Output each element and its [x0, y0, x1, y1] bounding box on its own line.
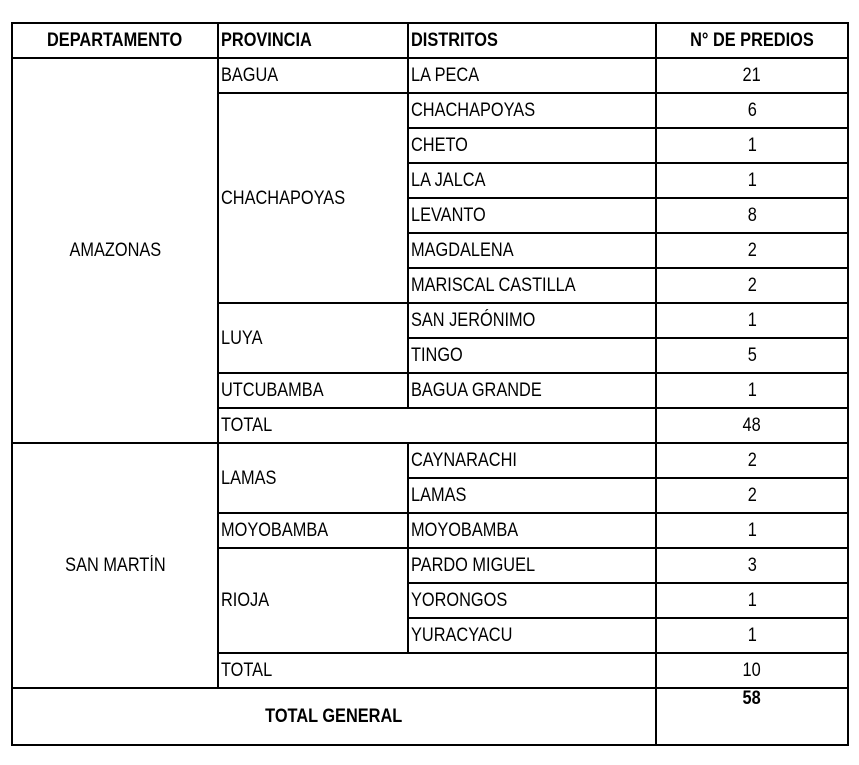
district-cell: MARISCAL CASTILLA — [408, 268, 656, 303]
subtotal-label: TOTAL — [218, 408, 656, 443]
district-cell: MOYOBAMBA — [408, 513, 656, 548]
header-distritos: DISTRITOS — [408, 23, 656, 58]
district-cell: LA JALCA — [408, 163, 656, 198]
header-predios: N° DE PREDIOS — [656, 23, 848, 58]
count-cell: 5 — [656, 338, 848, 373]
district-cell: SAN JERÓNIMO — [408, 303, 656, 338]
province-utcubamba: UTCUBAMBA — [218, 373, 408, 408]
table-row — [12, 58, 848, 93]
province-luya: LUYA — [218, 303, 408, 373]
count-cell: 1 — [656, 303, 848, 338]
table-row — [12, 443, 848, 478]
district-cell: MAGDALENA — [408, 233, 656, 268]
count-cell: 2 — [656, 443, 848, 478]
grand-total-value: 58 — [656, 688, 848, 745]
grand-total-row — [12, 688, 848, 745]
count-cell: 1 — [656, 128, 848, 163]
district-cell: CHETO — [408, 128, 656, 163]
district-cell: TINGO — [408, 338, 656, 373]
province-moyobamba: MOYOBAMBA — [218, 513, 408, 548]
subtotal-value: 48 — [656, 408, 848, 443]
district-cell: YORONGOS — [408, 583, 656, 618]
predios-table — [11, 22, 849, 746]
count-cell: 3 — [656, 548, 848, 583]
count-cell: 2 — [656, 233, 848, 268]
count-cell: 1 — [656, 618, 848, 653]
header-row — [12, 23, 848, 58]
count-cell: 1 — [656, 583, 848, 618]
count-cell: 21 — [656, 58, 848, 93]
header-departamento: DEPARTAMENTO — [12, 23, 218, 58]
province-bagua: BAGUA — [218, 58, 408, 93]
district-cell: CAYNARACHI — [408, 443, 656, 478]
district-cell: YURACYACU — [408, 618, 656, 653]
count-cell: 1 — [656, 163, 848, 198]
province-lamas: LAMAS — [218, 443, 408, 513]
district-cell: CHACHAPOYAS — [408, 93, 656, 128]
province-rioja: RIOJA — [218, 548, 408, 653]
header-provincia: PROVINCIA — [218, 23, 408, 58]
district-cell: BAGUA GRANDE — [408, 373, 656, 408]
district-cell: LEVANTO — [408, 198, 656, 233]
count-cell: 1 — [656, 373, 848, 408]
department-amazonas: AMAZONAS — [12, 58, 218, 443]
count-cell: 6 — [656, 93, 848, 128]
count-cell: 2 — [656, 268, 848, 303]
district-cell: PARDO MIGUEL — [408, 548, 656, 583]
subtotal-label: TOTAL — [218, 653, 656, 688]
district-cell: LA PECA — [408, 58, 656, 93]
count-cell: 2 — [656, 478, 848, 513]
district-cell: LAMAS — [408, 478, 656, 513]
count-cell: 1 — [656, 513, 848, 548]
department-san-martin: SAN MARTÍN — [12, 443, 218, 688]
subtotal-value: 10 — [656, 653, 848, 688]
province-chachapoyas: CHACHAPOYAS — [218, 93, 408, 303]
grand-total-label: TOTAL GENERAL — [12, 688, 656, 745]
count-cell: 8 — [656, 198, 848, 233]
